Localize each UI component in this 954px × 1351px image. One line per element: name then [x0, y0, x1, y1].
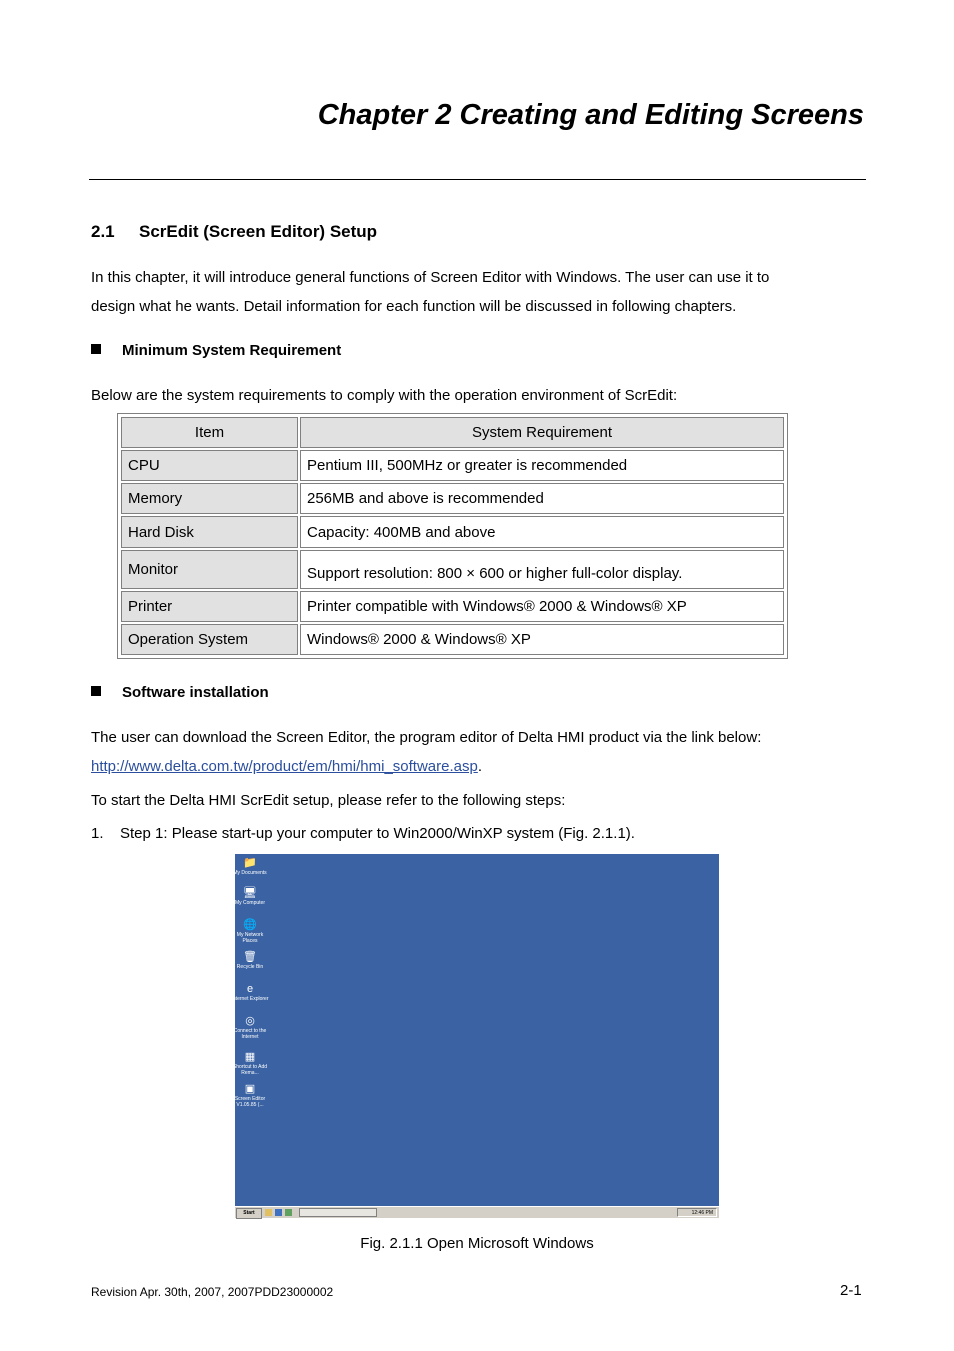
- table-row-label: Memory: [121, 483, 298, 514]
- desktop-icon: ◎ Connect to the Internet: [233, 1015, 267, 1040]
- quicklaunch-icon[interactable]: [265, 1209, 272, 1216]
- footer-revision: Revision Apr. 30th, 2007, 2007PDD23000002: [91, 1285, 334, 1299]
- connect-internet-icon: ◎: [245, 1015, 255, 1027]
- screen-editor-icon: ▣: [244, 1083, 256, 1095]
- table-row-label: Operation System: [121, 624, 298, 655]
- recycle-bin-icon: 🗑: [243, 951, 257, 963]
- intro-paragraph: [91, 263, 851, 321]
- section-number: 2.1: [91, 222, 115, 241]
- link-period: .: [477, 758, 482, 775]
- table-row-label: Monitor: [121, 550, 298, 589]
- chapter-title: Chapter 2 Creating and Editing Screens: [317, 99, 864, 131]
- desktop-icon: 🌐 My Network Places: [236, 919, 264, 944]
- install-line-1: The user can download the Screen Editor, the program editor of Delta HMI product via the link below:: [91, 729, 762, 746]
- start-button[interactable]: Start: [236, 1208, 262, 1219]
- windows-desktop-screenshot: [231, 854, 719, 1218]
- page-number: 2-1: [840, 1282, 862, 1299]
- bullet-title: Minimum System Requirement: [122, 342, 342, 359]
- computer-icon: 🖥: [243, 887, 257, 899]
- desktop-icon: 🖥 My Computer: [234, 887, 265, 906]
- table-header-item: Item: [121, 417, 298, 448]
- table-header-requirement: System Requirement: [300, 417, 784, 448]
- table-row-label: Printer: [121, 591, 298, 622]
- system-tray-clock: 12:46 PM: [677, 1208, 717, 1217]
- figure-caption: Fig. 2.1.1 Open Microsoft Windows: [360, 1235, 594, 1252]
- network-icon: 🌐: [243, 919, 257, 931]
- internet-explorer-icon: e: [246, 983, 254, 995]
- step-1-text: Step 1: Please start-up your computer to Win2000/WinXP system (Fig. 2.1.1).: [120, 825, 635, 842]
- table-row-label: CPU: [121, 450, 298, 481]
- table-row-label: Hard Disk: [121, 516, 298, 548]
- step-1: [91, 819, 851, 848]
- bullet-software-installation: [91, 684, 269, 701]
- quicklaunch-icon[interactable]: [275, 1209, 282, 1216]
- requirements-intro: Below are the system requirements to comply with the operation environment of ScrEdit:: [91, 387, 678, 404]
- intro-line-1: In this chapter, it will introduce general functions of Screen Editor with Windows. The user can use it to: [91, 269, 770, 286]
- table-row-value: 256MB and above is recommended: [300, 483, 784, 514]
- taskbar-window-button[interactable]: [299, 1208, 377, 1217]
- intro-line-2: design what he wants. Detail information for each function will be discussed in following chapters.: [91, 298, 737, 315]
- step-1-number: 1.: [91, 825, 104, 842]
- desktop-icon: ▦ Shortcut to Add Rema...: [232, 1051, 268, 1076]
- install-steps-intro: To start the Delta HMI ScrEdit setup, please refer to the following steps:: [91, 792, 566, 809]
- table-row-value: Capacity: 400MB and above: [300, 516, 784, 548]
- quicklaunch-icon[interactable]: [285, 1209, 292, 1216]
- section-heading: [91, 222, 377, 242]
- table-row-value: Support resolution: 800 × 600 or higher full-color display.: [300, 550, 784, 589]
- square-bullet-icon: [91, 344, 101, 354]
- table-row-value: Printer compatible with Windows® 2000 & Windows® XP: [300, 591, 784, 622]
- table-row-value: Pentium III, 500MHz or greater is recommended: [300, 450, 784, 481]
- bullet-minimum-requirement: [91, 342, 341, 359]
- bullet-title: Software installation: [122, 684, 269, 701]
- title-rule: [89, 179, 866, 180]
- folder-icon: 📁: [243, 857, 257, 869]
- requirements-table: [117, 413, 788, 659]
- desktop-icon: e Internet Explorer: [231, 983, 269, 1002]
- install-paragraph: [91, 723, 851, 781]
- desktop-icon: ▣ Screen Editor V1.05.85 (...: [234, 1083, 266, 1108]
- software-download-link[interactable]: http://www.delta.com.tw/product/em/hmi/hmi_software.asp: [91, 758, 478, 775]
- shortcut-icon: ▦: [244, 1051, 256, 1063]
- section-title: ScrEdit (Screen Editor) Setup: [139, 222, 378, 241]
- table-row-value: Windows® 2000 & Windows® XP: [300, 624, 784, 655]
- desktop-icon: 🗑 Recycle Bin: [236, 951, 264, 970]
- taskbar: [235, 1206, 719, 1218]
- square-bullet-icon: [91, 686, 101, 696]
- desktop-icon: 📁 My Documents: [233, 857, 267, 876]
